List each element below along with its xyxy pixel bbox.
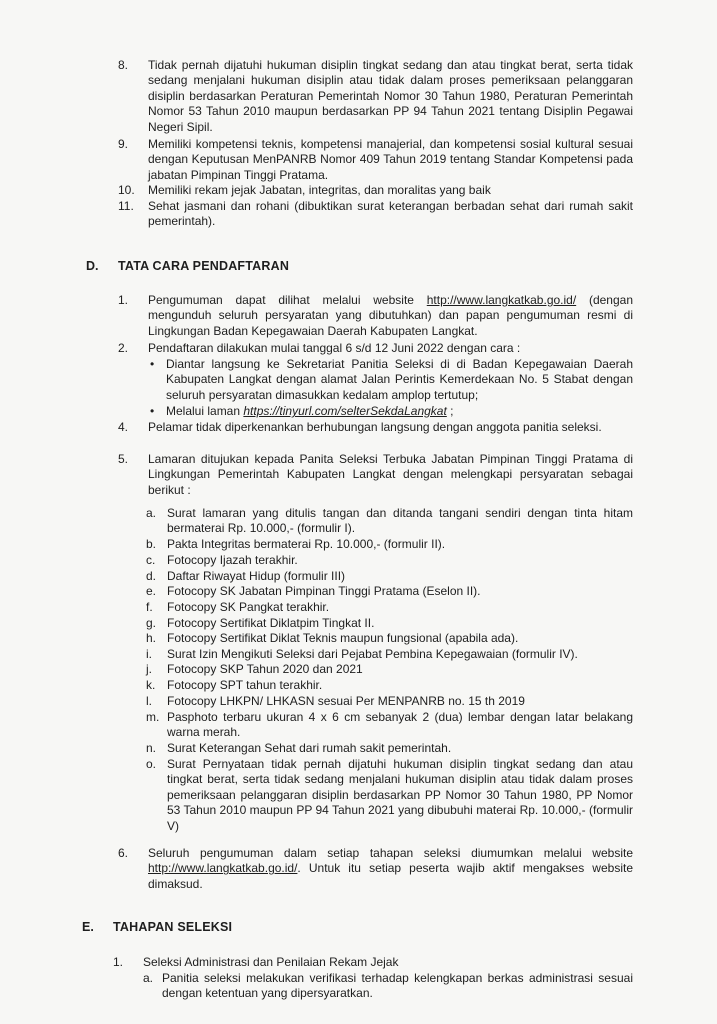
list-number: 10.: [118, 183, 135, 197]
sub-letter: d.: [146, 569, 157, 583]
list-number: 6.: [118, 846, 129, 860]
requirement-item-9: Memiliki kompetensi teknis, kompetensi manajerial, dan kompetensi sosial kultural sesuai dengan Keputusan MenPANRB Nomor 409 Tahun 2019 tentang Standar Kompetensi pada jabatan Pimpinan Tinggi Pratama.: [148, 137, 633, 182]
item-text: (dengan mengunduh seluruh persyaratan yang dibutuhkan) dan papan pengumuman resmi di Lingkungan Badan Kepegawaian Daerah Kabupaten Langkat.: [148, 293, 634, 338]
registration-item-4: Pelamar tidak diperkenankan berhubungan langsung dengan anggota panitia seleksi.: [148, 420, 602, 434]
website-link[interactable]: http://www.langkatkab.go.id/: [148, 861, 298, 876]
registration-bullet-2: [166, 404, 633, 419]
item-text: ;: [446, 404, 454, 418]
registration-item-5: Lamaran ditujukan kepada Panita Seleksi Terbuka Jabatan Pimpinan Tinggi Pratama di Lingkungan Pemerintah Kabupaten Langkat dengan melengkapi persyaratan sebagai berikut :: [148, 452, 633, 497]
requirement-doc-a: Surat lamaran yang ditulis tangan dan ditanda tangani sendiri dengan tinta hitam bermaterai Rp. 10.000,- (formulir I).: [167, 506, 633, 536]
list-number: 8.: [118, 58, 129, 72]
requirement-doc-f: Fotocopy SK Pangkat terakhir.: [167, 600, 330, 614]
bullet: •: [150, 357, 155, 371]
sub-letter: e.: [146, 584, 157, 598]
sub-letter: a.: [146, 506, 157, 520]
sub-letter: k.: [146, 678, 156, 692]
requirement-doc-o: Surat Pernyataan tidak pernah dijatuhi hukuman disiplin tingkat sedang dan atau tingkat berat, serta tidak sedang menjalani hukuman disiplin atau tidak dalam proses pemeriksaan pelanggaran disiplin berdasarkan PP Nomor 30 Tahun 1980, PP Nomor 53 Tahun 2010 maupun PP 94 Tahun 2021 yang dibubuhi materai Rp. 10.000,- (formulir V): [167, 757, 633, 833]
sub-letter: n.: [146, 741, 157, 755]
registration-item-2: Pendaftaran dilakukan mulai tanggal 6 s/d 12 Juni 2022 dengan cara :: [148, 341, 521, 355]
sub-letter: b.: [146, 537, 157, 551]
list-number: 2.: [118, 341, 129, 355]
sub-letter: g.: [146, 616, 157, 630]
website-link[interactable]: http://www.langkatkab.go.id/: [426, 293, 577, 307]
sub-letter: j.: [146, 662, 152, 676]
requirement-doc-b: Pakta Integritas bermaterai Rp. 10.000,- (formulir II).: [167, 537, 446, 551]
requirement-doc-d: Daftar Riwayat Hidup (formulir III): [167, 569, 346, 583]
requirement-doc-i: Surat Izin Mengikuti Seleksi dari Pejabat Pembina Kepegawaian (formulir IV).: [167, 647, 578, 661]
sub-letter: a.: [143, 971, 154, 985]
list-number: 1.: [113, 955, 124, 969]
section-title: TAHAPAN SELEKSI: [113, 920, 233, 934]
item-text: Seluruh pengumuman dalam setiap tahapan seleksi diumumkan melalui website: [148, 846, 633, 860]
sub-letter: i.: [146, 647, 152, 661]
list-number: 4.: [118, 420, 129, 434]
list-number: 5.: [118, 452, 129, 466]
requirement-doc-c: Fotocopy Ijazah terakhir.: [167, 553, 298, 567]
sub-letter: c.: [146, 553, 156, 567]
section-letter: E.: [82, 920, 94, 934]
requirement-item-11: Sehat jasmani dan rohani (dibuktikan surat keterangan berbadan sehat dari rumah sakit pemerintah).: [148, 199, 633, 229]
requirement-doc-k: Fotocopy SPT tahun terakhir.: [167, 678, 323, 692]
selection-stage-1: Seleksi Administrasi dan Penilaian Rekam Jejak: [143, 955, 399, 969]
item-text: Pengumuman dapat dilihat melalui website: [148, 293, 427, 307]
requirement-doc-l: Fotocopy LHKPN/ LHKASN sesuai Per MENPANRB no. 15 th 2019: [167, 694, 525, 708]
requirement-doc-e: Fotocopy SK Jabatan Pimpinan Tinggi Pratama (Eselon II).: [167, 584, 481, 598]
list-number: 11.: [118, 199, 134, 213]
item-text: . Untuk itu setiap peserta wajib aktif mengakses website dimaksud.: [148, 861, 633, 891]
form-link[interactable]: https://tinyurl.com/selterSekdaLangkat: [243, 404, 447, 418]
sub-letter: h.: [146, 631, 157, 645]
requirement-doc-j: Fotocopy SKP Tahun 2020 dan 2021: [167, 662, 363, 676]
requirement-item-8: Tidak pernah dijatuhi hukuman disiplin tingkat sedang dan atau tingkat berat, serta tidak sedang menjalani hukuman disiplin atau tidak dalam proses pemeriksaan pelanggaran disiplin berdasarkan Peraturan Pemerintah Nomor 30 Tahun 1980, Peraturan Pemerintah Nomor 53 Tahun 2010 maupun berdasarkan PP 94 Tahun 2021 tentang Disiplin Pegawai Negeri Sipil.: [148, 58, 633, 134]
item-text: Melalui laman: [166, 404, 244, 418]
section-title: TATA CARA PENDAFTARAN: [118, 259, 290, 273]
sub-letter: m.: [146, 710, 160, 724]
requirement-item-10: Memiliki rekam jejak Jabatan, integritas, dan moralitas yang baik: [148, 183, 491, 197]
selection-stage-1a: Panitia seleksi melakukan verifikasi terhadap kelengkapan berkas administrasi sesuai dengan ketentuan yang dipersyaratkan.: [162, 971, 633, 1001]
requirement-doc-m: Pasphoto terbaru ukuran 4 x 6 cm sebanyak 2 (dua) lembar dengan latar belakang warna merah.: [167, 710, 633, 740]
sub-letter: f.: [146, 600, 153, 614]
requirement-doc-h: Fotocopy Sertifikat Diklat Teknis maupun fungsional (apabila ada).: [167, 631, 519, 645]
list-number: 9.: [118, 137, 129, 151]
sub-letter: l.: [146, 694, 152, 708]
requirement-doc-g: Fotocopy Sertifikat Diklatpim Tingkat II.: [167, 616, 375, 630]
sub-letter: o.: [146, 757, 157, 771]
bullet: •: [150, 404, 155, 418]
section-letter: D.: [86, 259, 99, 273]
list-number: 1.: [118, 293, 129, 307]
registration-bullet-1: Diantar langsung ke Sekretariat Panitia Seleksi di di Badan Kepegawaian Daerah Kabupaten Langkat dengan alamat Jalan Perintis Kemerdekaan No. 5 Stabat dengan seluruh persyaratan dimasukkan kedalam amplop tertutup;: [166, 357, 633, 402]
requirement-doc-n: Surat Keterangan Sehat dari rumah sakit pemerintah.: [167, 741, 452, 755]
registration-item-1: [148, 293, 633, 339]
registration-item-6: [148, 846, 633, 892]
